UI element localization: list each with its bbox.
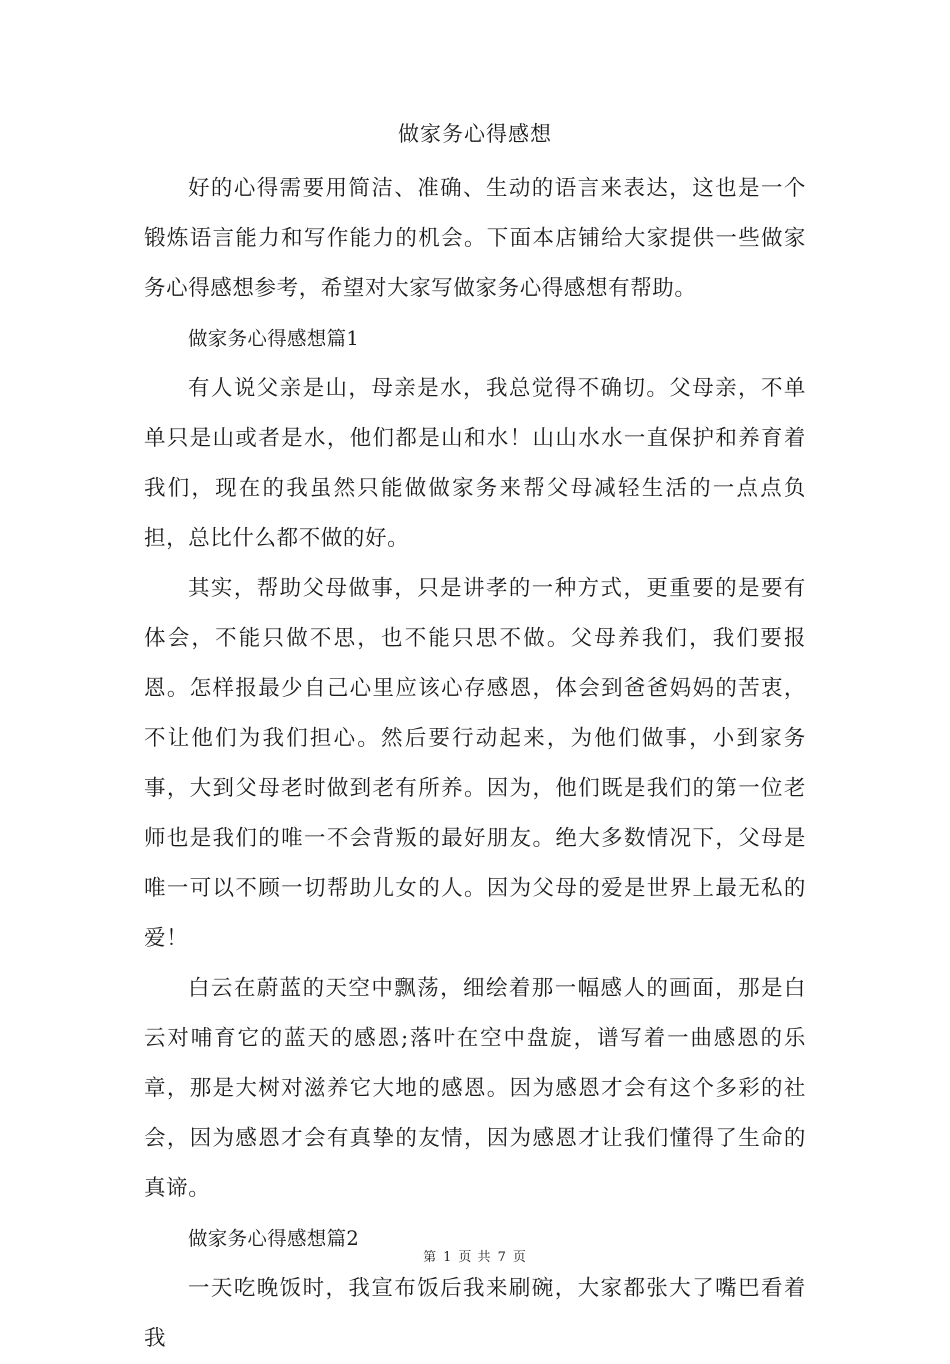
document-body bbox=[144, 164, 806, 1364]
footer-middle: 页 共 bbox=[458, 1250, 492, 1265]
intro-paragraph: 好的心得需要用简洁、准确、生动的语言来表达，这也是一个锻炼语言能力和写作能力的机会。下面本店铺给大家提供一些做家务心得感想参考，希望对大家写做家务心得感想有帮助。 bbox=[144, 176, 806, 301]
paragraph-1: 有人说父亲是山，母亲是水，我总觉得不确切。父母亲，不单单只是山或者是水，他们都是山和水！山山水水一直保护和养育着我们，现在的我虽然只能做做家务来帮父母减轻生活的一点点负担，总比什么都不做的好。 bbox=[144, 376, 806, 551]
section-heading-2: 做家务心得感想篇2 bbox=[188, 1227, 360, 1250]
footer-current-page: 1 bbox=[443, 1250, 453, 1265]
paragraph-3: 白云在蔚蓝的天空中飘荡，细绘着那一幅感人的画面，那是白云对哺育它的蓝天的感恩;落叶在空中盘旋，谱写着一曲感恩的乐章，那是大树对滋养它大地的感恩。因为感恩才会有这个多彩的社会，因为感恩才会有真挚的友情，因为感恩才让我们懂得了生命的真谛。 bbox=[144, 976, 806, 1201]
page-footer bbox=[0, 1248, 950, 1268]
paragraph-2: 其实，帮助父母做事，只是讲孝的一种方式，更重要的是要有体会，不能只做不思，也不能只思不做。父母养我们，我们要报恩。怎样报最少自己心里应该心存感恩，体会到爸爸妈妈的苦衷，不让他们为我们担心。然后要行动起来，为他们做事，小到家务事，大到父母老时做到老有所养。因为，他们既是我们的第一位老师也是我们的唯一不会背叛的最好朋友。绝大多数情况下，父母是唯一可以不顾一切帮助儿女的人。因为父母的爱是世界上最无私的爱！ bbox=[144, 576, 806, 951]
section-heading-1: 做家务心得感想篇1 bbox=[188, 327, 360, 350]
footer-prefix: 第 bbox=[423, 1250, 438, 1265]
footer-total-pages: 7 bbox=[497, 1250, 507, 1265]
page-title: 做家务心得感想 bbox=[398, 122, 552, 146]
paragraph-4: 一天吃晚饭时，我宣布饭后我来刷碗，大家都张大了嘴巴看着我 bbox=[144, 1276, 806, 1351]
footer-suffix: 页 bbox=[512, 1250, 527, 1265]
